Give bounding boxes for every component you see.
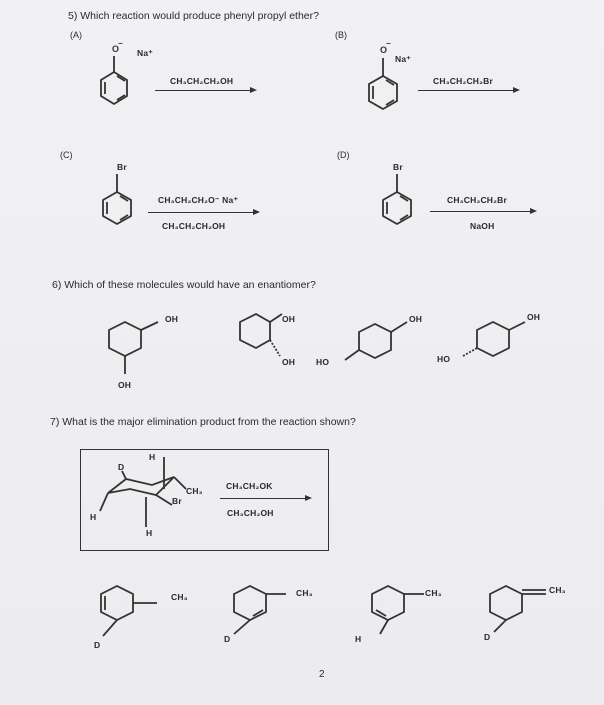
- option-c-label: (C): [60, 150, 73, 160]
- page-number: 2: [319, 669, 325, 680]
- q6-m3-oh: OH: [409, 314, 423, 324]
- option-d-bromobenzene-structure: [375, 172, 425, 232]
- option-d-label: (D): [337, 150, 350, 160]
- option-d-br-label: Br: [393, 162, 403, 172]
- q7-br-label: Br: [172, 496, 182, 506]
- q7-h-left: H: [90, 512, 97, 522]
- q7-c3-h: H: [355, 634, 362, 644]
- q7-arrow: [220, 498, 310, 499]
- option-c-reagent-bottom: CH₃CH₂CH₂OH: [162, 221, 226, 231]
- q7-reagent-top: CH₃CH₂OK: [226, 481, 273, 491]
- question-6-text: 6) Which of these molecules would have an enantiomer?: [52, 279, 316, 291]
- q6-molecule-3: [335, 300, 425, 380]
- q7-choice-2: [220, 570, 320, 650]
- q7-d-label: D: [118, 462, 125, 472]
- svg-text:−: −: [386, 39, 391, 48]
- option-b-phenoxide-structure: [363, 40, 423, 115]
- na-label-b: Na⁺: [395, 54, 411, 64]
- q6-m2-oh-bottom: OH: [282, 357, 296, 367]
- svg-text:O: O: [380, 45, 388, 55]
- na-label-a: Na⁺: [137, 48, 153, 58]
- option-b-reagent: CH₃CH₂CH₂Br: [433, 76, 493, 86]
- q7-c2-ch3: CH₃: [296, 588, 313, 598]
- q6-m4-oh: OH: [527, 312, 541, 322]
- q6-m1-oh-bottom: OH: [118, 380, 132, 390]
- q6-m4-ho: HO: [437, 354, 451, 364]
- option-d-reagent-bottom: NaOH: [470, 221, 495, 231]
- option-a-arrow: [155, 90, 255, 91]
- option-a-label: (A): [70, 30, 82, 40]
- q7-reagent-bottom: CH₃CH₂OH: [227, 508, 274, 518]
- option-c-reagent-top: CH₃CH₂CH₂O⁻ Na⁺: [158, 195, 239, 205]
- q7-choice-1: [85, 570, 185, 650]
- option-b-arrow: [418, 90, 518, 91]
- q6-m3-ho: HO: [316, 357, 330, 367]
- q7-choice-4: [476, 570, 576, 650]
- option-a-reagent: CH₃CH₂CH₂OH: [170, 76, 234, 86]
- q7-c4-ch3: CH₃: [549, 585, 566, 595]
- option-c-bromobenzene-structure: [95, 172, 145, 232]
- question-5-text: 5) Which reaction would produce phenyl propyl ether?: [68, 10, 319, 22]
- svg-text:O: O: [112, 44, 120, 54]
- q7-choice-3: [358, 570, 458, 650]
- q6-m1-oh-top: OH: [165, 314, 179, 324]
- q7-h-bottom: H: [146, 528, 153, 538]
- q6-m2-oh-top: OH: [282, 314, 296, 324]
- q7-ch3-label: CH₃: [186, 486, 203, 496]
- option-c-arrow: [148, 212, 258, 213]
- option-d-arrow: [430, 211, 535, 212]
- q7-chair-structure: [90, 455, 200, 545]
- q7-h-top: H: [149, 452, 156, 462]
- q7-c1-d: D: [94, 640, 101, 650]
- q7-c2-d: D: [224, 634, 231, 644]
- q7-c4-d: D: [484, 632, 491, 642]
- option-d-reagent-top: CH₃CH₂CH₂Br: [447, 195, 507, 205]
- question-7-text: 7) What is the major elimination product from the reaction shown?: [50, 416, 356, 428]
- q7-c1-ch3: CH₃: [171, 592, 188, 602]
- option-b-label: (B): [335, 30, 347, 40]
- svg-text:−: −: [118, 39, 123, 48]
- q6-molecule-2: [218, 300, 298, 380]
- q7-c3-ch3: CH₃: [425, 588, 442, 598]
- option-c-br-label: Br: [117, 162, 127, 172]
